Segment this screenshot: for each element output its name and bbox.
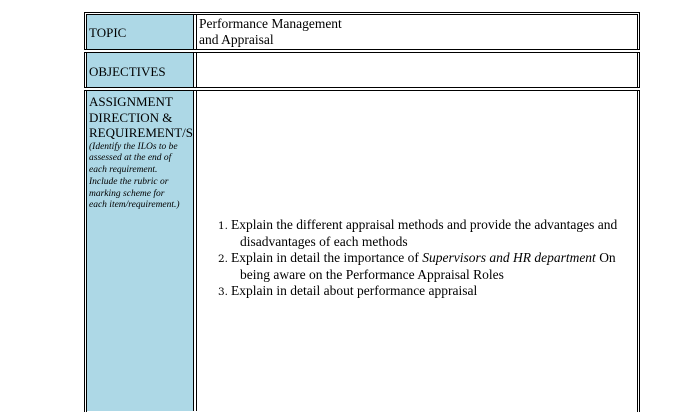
requirement-text-line-2: disadvantages of each methods <box>240 233 408 249</box>
requirement-text-line-1: Explain the different appraisal methods and provide the advantages and <box>231 217 618 232</box>
requirement-text-pre: Explain in detail the importance of <box>231 250 423 265</box>
assignment-label <box>89 94 191 141</box>
objectives-value-cell <box>197 53 640 87</box>
requirement-item-1 <box>218 217 638 250</box>
topic-value-line-1: Performance Management <box>199 16 342 31</box>
objectives-label-cell <box>87 53 193 87</box>
requirement-number: 3. <box>218 286 229 298</box>
requirement-number: 1. <box>218 220 229 232</box>
topic-label-cell <box>87 15 193 49</box>
requirement-item-2 <box>218 250 638 283</box>
requirement-text-emphasis: Supervisors and HR department <box>422 250 596 265</box>
topic-label: TOPIC <box>89 25 127 40</box>
topic-value-cell <box>197 15 640 49</box>
requirement-text-line-2: being aware on the Performance Appraisal Roles <box>240 266 504 282</box>
assignment-label-line-3: REQUIREMENT/S <box>89 125 193 140</box>
assignment-instruction: (Identify the ILOs to be assessed at the end of each requirement. Include the rubric or marking scheme for each item/requirement.) <box>89 141 180 211</box>
requirement-text-line-1: Explain in detail about performance appraisal <box>231 283 478 298</box>
requirements-list <box>218 217 638 300</box>
assignment-label-line-2: DIRECTION & <box>89 109 173 125</box>
assignment-label-line-1: ASSIGNMENT <box>89 94 173 109</box>
requirement-item-3 <box>218 283 638 300</box>
objectives-label: OBJECTIVES <box>89 64 166 79</box>
requirement-number: 2. <box>218 253 229 265</box>
assignment-label-cell <box>87 91 193 411</box>
requirement-text-line-1 <box>231 250 638 267</box>
requirement-text-post: On <box>595 250 616 265</box>
topic-value-line-2: and Appraisal <box>199 32 274 47</box>
